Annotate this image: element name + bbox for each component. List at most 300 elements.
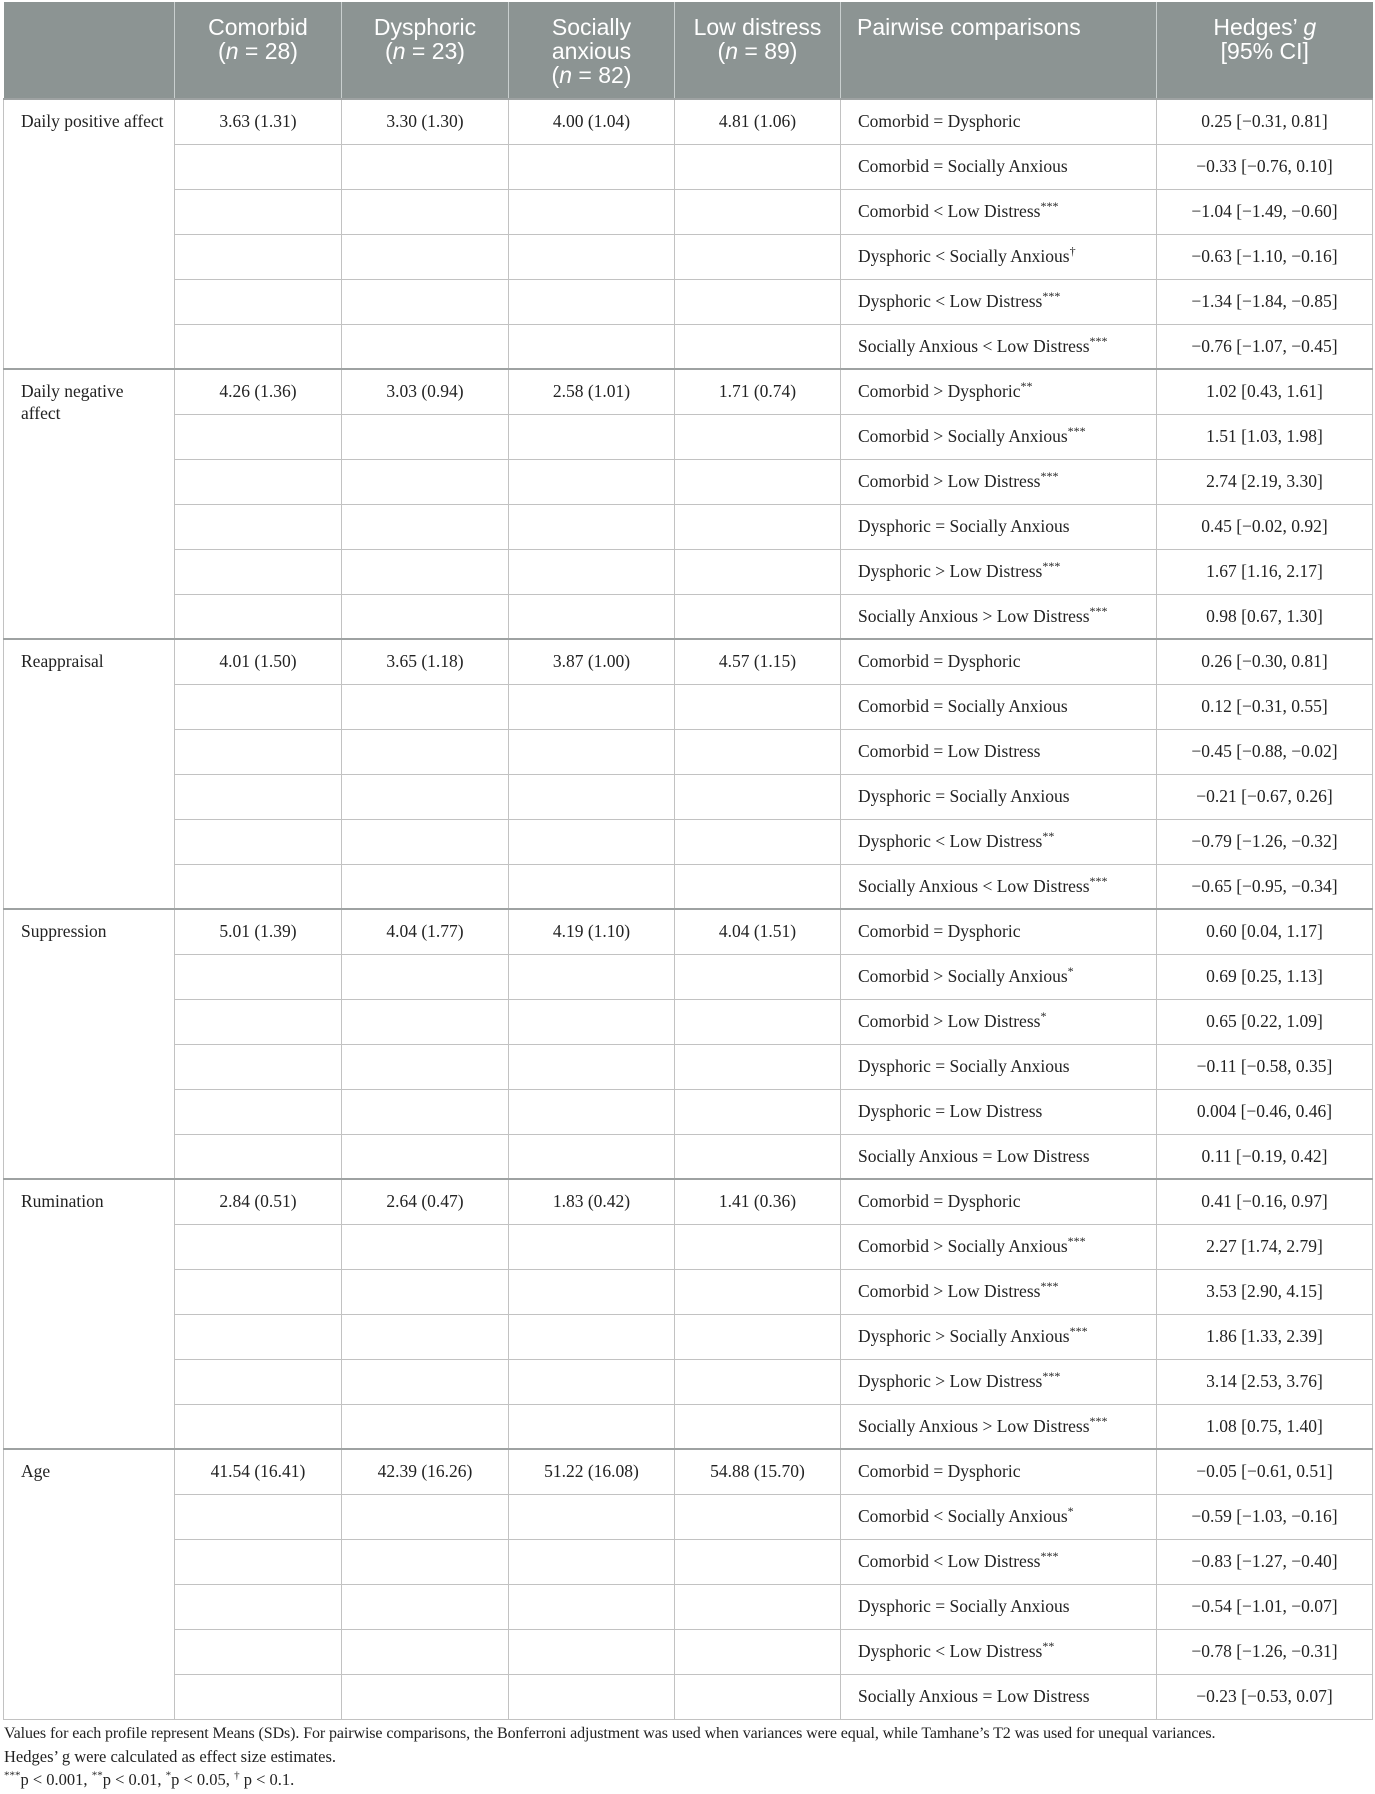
empty-cell — [175, 549, 342, 594]
empty-cell — [342, 504, 509, 549]
empty-cell — [175, 234, 342, 279]
empty-cell — [175, 279, 342, 324]
header-dysphoric: Dysphoric (n = 23) — [342, 2, 509, 99]
empty-cell — [509, 954, 675, 999]
header-g-label: g — [1303, 14, 1317, 40]
header-n-label: n — [225, 38, 239, 64]
table-row — [4, 189, 1373, 234]
empty-cell — [342, 324, 509, 369]
empty-cell — [509, 1584, 675, 1629]
significance-marker: *** — [1067, 1233, 1086, 1248]
hedges-g-value: −0.63 [−1.10, −0.16] — [1157, 234, 1373, 279]
table-row — [4, 819, 1373, 864]
pairwise-comparison — [841, 1494, 1157, 1539]
footnote-p001 — [4, 1770, 92, 1789]
empty-cell — [342, 144, 509, 189]
comparison-text: Comorbid = Low Distress — [858, 740, 1041, 761]
variable-label: Daily negative affect — [4, 369, 175, 639]
pairwise-comparison — [841, 1224, 1157, 1269]
table-row — [4, 1584, 1373, 1629]
table-row — [4, 1494, 1373, 1539]
empty-cell — [675, 1359, 841, 1404]
mean-comorbid: 2.84 (0.51) — [175, 1179, 342, 1224]
hedges-g-value: 0.65 [0.22, 1.09] — [1157, 999, 1373, 1044]
comparison-text: Comorbid = Dysphoric — [858, 651, 1021, 671]
empty-cell — [175, 1314, 342, 1359]
table-row — [4, 1629, 1373, 1674]
table-row — [4, 1269, 1373, 1314]
hedges-g-value: 0.004 [−0.46, 0.46] — [1157, 1089, 1373, 1134]
pairwise-comparison — [841, 819, 1157, 864]
footnote-text: p < 0.001, — [20, 1770, 92, 1789]
table-body — [4, 99, 1373, 1719]
hedges-g-value: 1.08 [0.75, 1.40] — [1157, 1404, 1373, 1449]
empty-cell — [175, 1044, 342, 1089]
hedges-g-value: 0.69 [0.25, 1.13] — [1157, 954, 1373, 999]
empty-cell — [675, 819, 841, 864]
significance-marker: *** — [1040, 1548, 1059, 1563]
hedges-g-value: 0.45 [−0.02, 0.92] — [1157, 504, 1373, 549]
comparison-text: Comorbid > Low Distress — [858, 1280, 1041, 1301]
empty-cell — [675, 1539, 841, 1584]
empty-cell — [509, 1269, 675, 1314]
table-row — [4, 414, 1373, 459]
empty-cell — [175, 414, 342, 459]
significance-marker: *** — [1040, 468, 1059, 483]
hedges-g-value: 2.74 [2.19, 3.30] — [1157, 459, 1373, 504]
empty-cell — [509, 1044, 675, 1089]
empty-cell — [342, 1359, 509, 1404]
hedges-g-value: 1.51 [1.03, 1.98] — [1157, 414, 1373, 459]
header-pairwise-comparisons — [841, 2, 1157, 99]
empty-cell — [675, 1044, 841, 1089]
comparison-text: Comorbid > Dysphoric — [858, 381, 1021, 401]
empty-cell — [509, 144, 675, 189]
empty-cell — [342, 414, 509, 459]
hedges-g-value: 0.26 [−0.30, 0.81] — [1157, 639, 1373, 684]
comparison-text: Dysphoric = Socially Anxious — [858, 1055, 1070, 1076]
footnote-symbol: † — [234, 1769, 240, 1782]
pairwise-comparison — [841, 504, 1157, 549]
empty-cell — [509, 774, 675, 819]
pairwise-comparison — [841, 414, 1157, 459]
empty-cell — [175, 594, 342, 639]
empty-cell — [342, 999, 509, 1044]
mean-comorbid: 5.01 (1.39) — [175, 909, 342, 954]
empty-cell — [509, 1089, 675, 1134]
results-table-container — [3, 2, 1372, 1720]
note-g-label: g — [61, 1747, 71, 1766]
comparison-text: Comorbid < Socially Anxious — [858, 1505, 1068, 1526]
empty-cell — [509, 594, 675, 639]
table-row — [4, 1224, 1373, 1269]
significance-marker: *** — [1042, 1368, 1061, 1383]
pairwise-comparison — [841, 549, 1157, 594]
empty-cell — [509, 819, 675, 864]
comparison-text: Socially Anxious > Low Distress — [858, 1415, 1090, 1436]
empty-cell — [342, 279, 509, 324]
empty-cell — [175, 774, 342, 819]
empty-cell — [675, 1404, 841, 1449]
empty-cell — [175, 1629, 342, 1674]
significance-marker: * — [1067, 963, 1074, 978]
table-row — [4, 954, 1373, 999]
empty-cell — [675, 684, 841, 729]
empty-cell — [675, 999, 841, 1044]
mean-low-distress: 1.41 (0.36) — [675, 1179, 841, 1224]
table-row — [4, 909, 1373, 954]
empty-cell — [509, 1674, 675, 1719]
hedges-g-value: −0.65 [−0.95, −0.34] — [1157, 864, 1373, 909]
empty-cell — [675, 1629, 841, 1674]
pairwise-comparison — [841, 234, 1157, 279]
footnote-p1 — [234, 1770, 294, 1789]
hedges-g-value: 0.25 [−0.31, 0.81] — [1157, 99, 1373, 144]
empty-cell — [509, 414, 675, 459]
significance-marker: *** — [1089, 1413, 1108, 1428]
empty-cell — [509, 1134, 675, 1179]
empty-cell — [675, 504, 841, 549]
comparison-text: Dysphoric < Low Distress — [858, 830, 1043, 851]
empty-cell — [675, 1269, 841, 1314]
header-socially-anxious-n: = 82) — [572, 62, 632, 88]
table-row — [4, 1674, 1373, 1719]
hedges-g-value: −0.11 [−0.58, 0.35] — [1157, 1044, 1373, 1089]
empty-cell — [175, 864, 342, 909]
comparison-text: Socially Anxious < Low Distress — [858, 875, 1090, 896]
variable-label: Age — [4, 1449, 175, 1719]
header-n-label: n — [725, 38, 738, 64]
empty-cell — [509, 459, 675, 504]
empty-cell — [509, 1404, 675, 1449]
hedges-g-value: −0.59 [−1.03, −0.16] — [1157, 1494, 1373, 1539]
table-row — [4, 1404, 1373, 1449]
pairwise-comparison — [841, 864, 1157, 909]
hedges-g-value: 1.86 [1.33, 2.39] — [1157, 1314, 1373, 1359]
table-row — [4, 774, 1373, 819]
mean-low-distress: 1.71 (0.74) — [675, 369, 841, 414]
hedges-g-value: −0.76 [−1.07, −0.45] — [1157, 324, 1373, 369]
empty-cell — [342, 1224, 509, 1269]
comparison-text: Dysphoric > Low Distress — [858, 1370, 1043, 1391]
comparison-text: Dysphoric = Low Distress — [858, 1100, 1043, 1121]
empty-cell — [342, 1539, 509, 1584]
pairwise-comparison — [841, 324, 1157, 369]
empty-cell — [342, 1584, 509, 1629]
comparison-text: Comorbid = Dysphoric — [858, 1461, 1021, 1481]
empty-cell — [675, 144, 841, 189]
empty-cell — [342, 684, 509, 729]
mean-socially-anxious: 4.19 (1.10) — [509, 909, 675, 954]
significance-marker: *** — [1089, 603, 1108, 618]
table-row — [4, 504, 1373, 549]
empty-cell — [175, 1494, 342, 1539]
empty-cell — [509, 1224, 675, 1269]
header-variable — [4, 2, 175, 99]
empty-cell — [175, 954, 342, 999]
header-hedges-title: Hedges’ — [1213, 14, 1304, 40]
hedges-g-value: −0.79 [−1.26, −0.32] — [1157, 819, 1373, 864]
empty-cell — [342, 1134, 509, 1179]
comparison-text: Socially Anxious = Low Distress — [858, 1685, 1090, 1706]
empty-cell — [509, 729, 675, 774]
empty-cell — [509, 1539, 675, 1584]
comparison-text: Dysphoric > Socially Anxious — [858, 1325, 1070, 1346]
empty-cell — [342, 594, 509, 639]
comparison-text: Comorbid > Socially Anxious — [858, 425, 1068, 446]
hedges-g-value: −1.34 [−1.84, −0.85] — [1157, 279, 1373, 324]
pairwise-comparison — [841, 1359, 1157, 1404]
empty-cell — [175, 189, 342, 234]
hedges-g-value: 2.27 [1.74, 2.79] — [1157, 1224, 1373, 1269]
hedges-g-value: −0.78 [−1.26, −0.31] — [1157, 1629, 1373, 1674]
significance-marker: *** — [1067, 423, 1086, 438]
comparison-text: Dysphoric > Low Distress — [858, 560, 1043, 581]
hedges-g-value: 0.60 [0.04, 1.17] — [1157, 909, 1373, 954]
mean-dysphoric: 2.64 (0.47) — [342, 1179, 509, 1224]
empty-cell — [342, 1674, 509, 1719]
hedges-g-value: −0.54 [−1.01, −0.07] — [1157, 1584, 1373, 1629]
table-row — [4, 729, 1373, 774]
empty-cell — [675, 1674, 841, 1719]
empty-cell — [675, 594, 841, 639]
hedges-g-value: −0.83 [−1.27, −0.40] — [1157, 1539, 1373, 1584]
empty-cell — [675, 459, 841, 504]
footnote-symbol: * — [165, 1769, 172, 1782]
empty-cell — [175, 459, 342, 504]
pairwise-comparison — [841, 99, 1157, 144]
significance-marker: *** — [1040, 1278, 1059, 1293]
empty-cell — [675, 1584, 841, 1629]
comparison-text: Comorbid = Dysphoric — [858, 921, 1021, 941]
mean-dysphoric: 3.65 (1.18) — [342, 639, 509, 684]
empty-cell — [175, 324, 342, 369]
pairwise-comparison — [841, 594, 1157, 639]
mean-socially-anxious: 3.87 (1.00) — [509, 639, 675, 684]
header-n-label: n — [392, 38, 406, 64]
empty-cell — [175, 144, 342, 189]
footnote-text: p < 0.01, — [102, 1770, 166, 1789]
comparison-text: Comorbid = Dysphoric — [858, 111, 1021, 131]
significance-marker: *** — [1089, 333, 1108, 348]
pairwise-comparison — [841, 1179, 1157, 1224]
empty-cell — [675, 414, 841, 459]
header-socially-anxious-title: Socially anxious — [551, 14, 632, 64]
significance-marker: * — [1067, 1503, 1074, 1518]
mean-low-distress: 4.57 (1.15) — [675, 639, 841, 684]
comparison-text: Comorbid > Low Distress — [858, 470, 1041, 491]
empty-cell — [509, 1494, 675, 1539]
table-row — [4, 1539, 1373, 1584]
pairwise-comparison — [841, 1404, 1157, 1449]
empty-cell — [675, 774, 841, 819]
empty-cell — [675, 324, 841, 369]
mean-comorbid: 41.54 (16.41) — [175, 1449, 342, 1494]
empty-cell — [509, 864, 675, 909]
empty-cell — [509, 1359, 675, 1404]
table-row — [4, 1359, 1373, 1404]
pairwise-comparison — [841, 639, 1157, 684]
empty-cell — [509, 189, 675, 234]
comparison-text: Dysphoric < Low Distress — [858, 290, 1043, 311]
empty-cell — [675, 1494, 841, 1539]
empty-cell — [675, 279, 841, 324]
footnote-p01 — [92, 1770, 166, 1789]
variable-label: Rumination — [4, 1179, 175, 1449]
empty-cell — [342, 1629, 509, 1674]
hedges-g-value: −1.04 [−1.49, −0.60] — [1157, 189, 1373, 234]
table-row — [4, 684, 1373, 729]
variable-label: Reappraisal — [4, 639, 175, 909]
empty-cell — [175, 1584, 342, 1629]
empty-cell — [175, 1359, 342, 1404]
empty-cell — [342, 189, 509, 234]
empty-cell — [175, 504, 342, 549]
empty-cell — [342, 459, 509, 504]
mean-dysphoric: 3.03 (0.94) — [342, 369, 509, 414]
mean-comorbid: 3.63 (1.31) — [175, 99, 342, 144]
comparison-text: Comorbid > Socially Anxious — [858, 965, 1068, 986]
empty-cell — [342, 549, 509, 594]
comparison-text: Comorbid > Socially Anxious — [858, 1235, 1068, 1256]
hedges-g-value: −0.45 [−0.88, −0.02] — [1157, 729, 1373, 774]
empty-cell — [342, 1269, 509, 1314]
empty-cell — [675, 549, 841, 594]
mean-low-distress: 54.88 (15.70) — [675, 1449, 841, 1494]
comparison-text: Socially Anxious = Low Distress — [858, 1145, 1090, 1166]
empty-cell — [342, 774, 509, 819]
pairwise-comparison — [841, 1134, 1157, 1179]
pairwise-comparison — [841, 1629, 1157, 1674]
comparison-text: Comorbid < Low Distress — [858, 1550, 1041, 1571]
pairwise-comparison — [841, 1539, 1157, 1584]
empty-cell — [175, 1089, 342, 1134]
hedges-g-value: −0.21 [−0.67, 0.26] — [1157, 774, 1373, 819]
empty-cell — [509, 684, 675, 729]
empty-cell — [342, 1494, 509, 1539]
empty-cell — [675, 1314, 841, 1359]
hedges-g-value: −0.05 [−0.61, 0.51] — [1157, 1449, 1373, 1494]
empty-cell — [342, 1404, 509, 1449]
hedges-g-value: −0.33 [−0.76, 0.10] — [1157, 144, 1373, 189]
mean-dysphoric: 42.39 (16.26) — [342, 1449, 509, 1494]
significance-marker: *** — [1089, 873, 1108, 888]
empty-cell — [342, 864, 509, 909]
table-row — [4, 1314, 1373, 1359]
pairwise-comparison — [841, 774, 1157, 819]
pairwise-comparison — [841, 1449, 1157, 1494]
pairwise-comparison — [841, 909, 1157, 954]
empty-cell — [509, 549, 675, 594]
empty-cell — [175, 999, 342, 1044]
table-row — [4, 459, 1373, 504]
table-notes — [4, 1722, 1372, 1791]
table-row — [4, 144, 1373, 189]
table-row — [4, 234, 1373, 279]
pairwise-comparison — [841, 684, 1157, 729]
table-row — [4, 1044, 1373, 1089]
variable-label: Suppression — [4, 909, 175, 1179]
empty-cell — [509, 1629, 675, 1674]
header-dysphoric-title: Dysphoric — [373, 14, 477, 40]
significance-marker: † — [1069, 243, 1076, 258]
table-row — [4, 369, 1373, 414]
mean-socially-anxious: 51.22 (16.08) — [509, 1449, 675, 1494]
results-table — [3, 2, 1373, 1720]
comparison-text: Socially Anxious < Low Distress — [858, 335, 1090, 356]
comparison-text: Dysphoric < Low Distress — [858, 1640, 1043, 1661]
significance-footnote — [4, 1768, 1372, 1791]
empty-cell — [175, 729, 342, 774]
mean-comorbid: 4.26 (1.36) — [175, 369, 342, 414]
hedges-g-value: 3.53 [2.90, 4.15] — [1157, 1269, 1373, 1314]
comparison-text: Dysphoric < Socially Anxious — [858, 245, 1070, 266]
hedges-g-value: −0.23 [−0.53, 0.07] — [1157, 1674, 1373, 1719]
pairwise-comparison — [841, 459, 1157, 504]
pairwise-comparison — [841, 1044, 1157, 1089]
mean-dysphoric: 4.04 (1.77) — [342, 909, 509, 954]
empty-cell — [675, 234, 841, 279]
footnote-p05 — [166, 1770, 234, 1789]
hedges-g-value: 0.98 [0.67, 1.30] — [1157, 594, 1373, 639]
significance-marker: * — [1040, 1008, 1047, 1023]
empty-cell — [175, 1404, 342, 1449]
empty-cell — [175, 1269, 342, 1314]
significance-marker: ** — [1042, 1638, 1055, 1653]
header-comorbid-title: Comorbid — [208, 14, 308, 40]
empty-cell — [175, 819, 342, 864]
header-low-distress-title: Low distress — [693, 14, 822, 40]
header-pairwise-title: Pairwise comparisons — [857, 14, 1081, 40]
significance-marker: *** — [1040, 198, 1059, 213]
empty-cell — [675, 729, 841, 774]
comparison-text: Comorbid = Socially Anxious — [858, 695, 1068, 716]
footnote-symbol: ** — [91, 1769, 103, 1782]
table-row — [4, 1179, 1373, 1224]
empty-cell — [675, 1134, 841, 1179]
empty-cell — [675, 954, 841, 999]
significance-marker: *** — [1042, 288, 1061, 303]
empty-cell — [342, 234, 509, 279]
table-row — [4, 1089, 1373, 1134]
hedges-g-value: 3.14 [2.53, 3.76] — [1157, 1359, 1373, 1404]
empty-cell — [675, 1089, 841, 1134]
comparison-text: Dysphoric = Socially Anxious — [858, 1595, 1070, 1616]
header-dysphoric-n: = 23) — [405, 38, 465, 64]
comparison-text: Socially Anxious > Low Distress — [858, 605, 1090, 626]
significance-marker: *** — [1042, 558, 1061, 573]
note-line-1: Values for each profile represent Means (SDs). For pairwise comparisons, the Bonferroni adjustment was used when variances were equal, while Tamhane’s T2 was used for unequal variances. — [4, 1725, 1216, 1742]
hedges-g-value: 1.02 [0.43, 1.61] — [1157, 369, 1373, 414]
header-socially-anxious: Socially anxious (n = 82) — [509, 2, 675, 99]
empty-cell — [509, 234, 675, 279]
empty-cell — [342, 1314, 509, 1359]
table-row — [4, 594, 1373, 639]
mean-low-distress: 4.81 (1.06) — [675, 99, 841, 144]
mean-comorbid: 4.01 (1.50) — [175, 639, 342, 684]
footnote-symbol: *** — [4, 1769, 21, 1782]
empty-cell — [175, 1224, 342, 1269]
header-ci-label: [95% CI] — [1220, 38, 1309, 64]
comparison-text: Comorbid < Low Distress — [858, 200, 1041, 221]
empty-cell — [509, 324, 675, 369]
header-comorbid: Comorbid (n = 28) — [175, 2, 342, 99]
comparison-text: Dysphoric = Socially Anxious — [858, 785, 1070, 806]
header-hedges-g — [1157, 2, 1373, 99]
table-row — [4, 1134, 1373, 1179]
empty-cell — [175, 1539, 342, 1584]
empty-cell — [175, 684, 342, 729]
